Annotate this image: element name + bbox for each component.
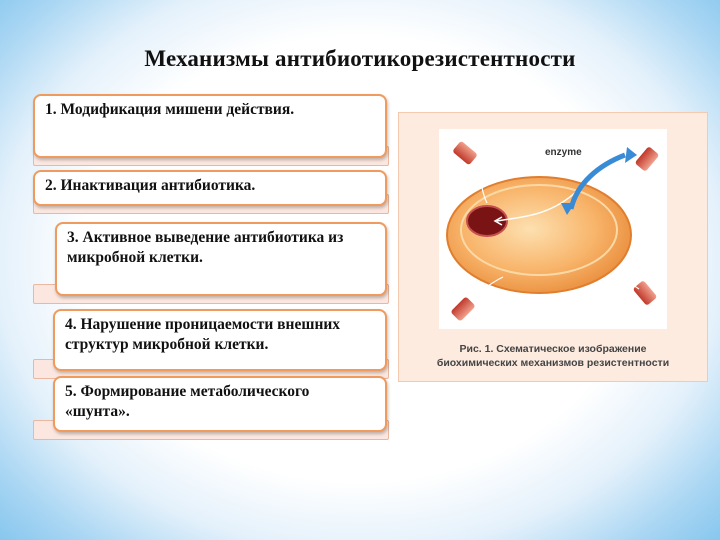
item-card [55, 222, 387, 296]
mechanism-2 [33, 170, 389, 214]
figure-caption [399, 342, 707, 370]
item-card [53, 309, 387, 371]
mechanism-4-text: 4. Нарушение проницаемости внешних структур микробной клетки. [65, 316, 341, 353]
mechanism-4 [33, 309, 389, 379]
resistance-mechanisms-figure [398, 112, 708, 382]
slide-title: Механизмы антибиотикорезистентности [144, 46, 576, 71]
mechanism-1-text: 1. Модификация мишени действия. [45, 101, 295, 118]
mechanism-5-text: 5. Формирование метаболического «шунта». [65, 383, 310, 420]
mechanism-1 [33, 94, 389, 166]
item-card [33, 170, 387, 206]
caption-line-1: Рис. 1. Схематическое изображение [459, 343, 647, 355]
mechanism-2-text: 2. Инактивация антибиотика. [45, 177, 256, 194]
item-card [33, 94, 387, 158]
caption-line-2: биохимических механизмов резистентности [436, 357, 670, 369]
item-card [53, 376, 387, 432]
mechanism-3-text: 3. Активное выведение антибиотика из микробной клетки. [67, 229, 344, 266]
enzyme-label: enzyme [545, 147, 582, 158]
mechanism-5 [33, 376, 389, 440]
mechanism-3 [33, 222, 389, 304]
